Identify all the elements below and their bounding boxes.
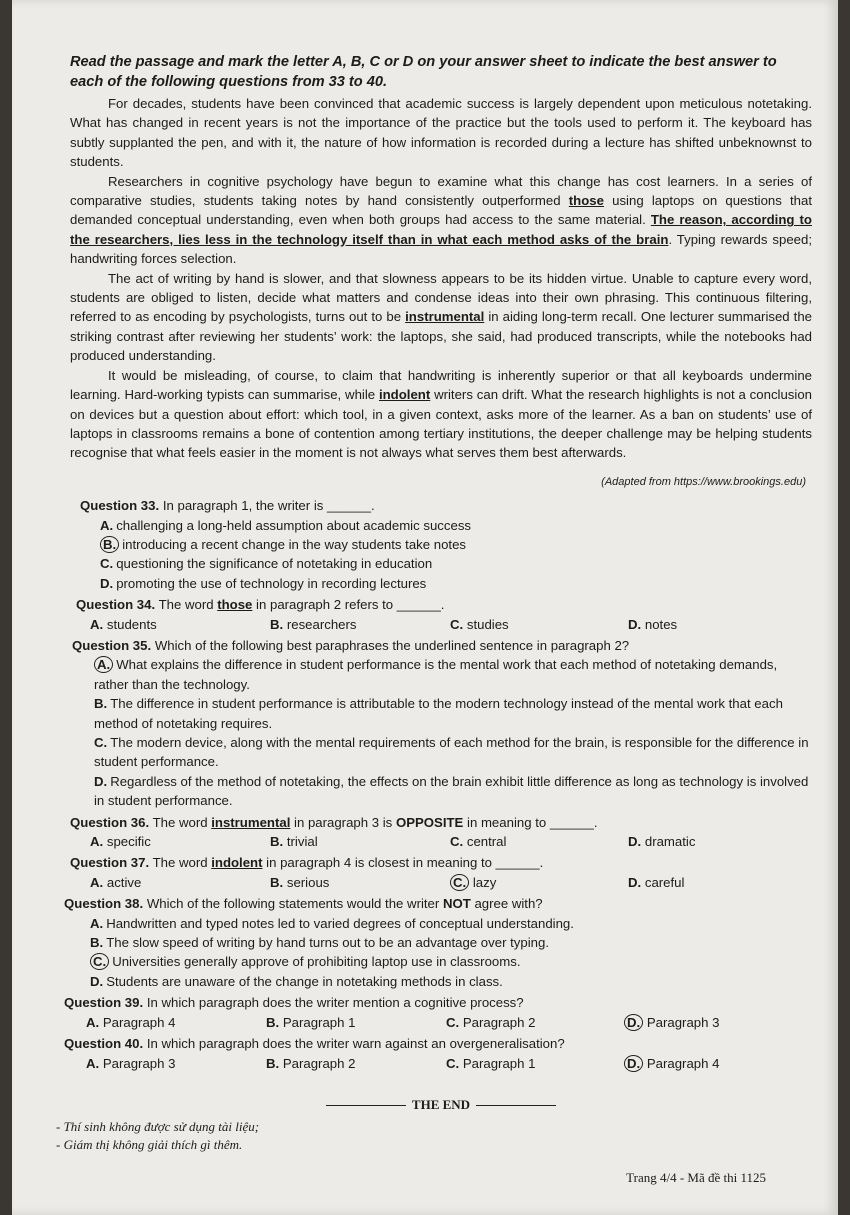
option-d[interactable] <box>628 832 808 851</box>
option-letter: A. <box>90 616 104 632</box>
question-40 <box>64 1034 812 1073</box>
option-letter: C. <box>450 874 469 891</box>
paragraph-3-text: in aiding long-term recall. One lecturer summarised the striking contrast after reviewing her students’ work: the laptops, she said, had produced transcripts, while the notebooks had produced understanding. <box>70 309 813 364</box>
option-letter: D. <box>628 834 642 850</box>
question-label: Question 33. <box>80 498 160 514</box>
option-letter: C. <box>94 735 108 750</box>
option-a[interactable] <box>94 655 812 694</box>
option-a[interactable] <box>86 1054 266 1073</box>
question-label: Question 38. <box>64 896 144 912</box>
option-text: questioning the significance of notetaking in education <box>116 556 433 572</box>
option-b[interactable] <box>270 832 450 851</box>
option-text: notes <box>644 616 678 632</box>
option-text: careful <box>644 874 685 890</box>
paragraph-2-text: using laptops on questions that demanded conceptual understanding, even when both groups had access to the same material. <box>70 193 813 228</box>
question-text: in paragraph 3 is <box>290 814 396 830</box>
option-text: studies <box>466 616 509 632</box>
option-text: lazy <box>472 874 497 890</box>
option-text: Paragraph 1 <box>462 1055 536 1071</box>
option-a[interactable] <box>100 516 812 535</box>
option-letter: B. <box>100 536 119 553</box>
option-text: The modern device, along with the mental requirements of each method for the brain, is responsible for the difference in student performance. <box>94 735 809 770</box>
option-a[interactable] <box>86 1013 266 1032</box>
option-b[interactable] <box>266 1054 446 1073</box>
option-d[interactable] <box>628 615 808 634</box>
paragraph-2 <box>70 172 812 269</box>
option-b[interactable] <box>90 933 812 952</box>
the-end-text: THE END <box>411 1096 471 1112</box>
option-d[interactable] <box>94 772 812 811</box>
the-end-marker <box>70 1095 812 1114</box>
option-text: Paragraph 4 <box>646 1055 720 1071</box>
question-emphasis: OPPOSITE <box>395 814 464 830</box>
question-keyword: indolent <box>211 855 263 871</box>
option-letter: A. <box>94 656 113 673</box>
option-letter: B. <box>270 616 284 632</box>
question-keyword: instrumental <box>211 814 291 830</box>
option-letter: D. <box>628 616 642 632</box>
option-text: introducing a recent change in the way students take notes <box>122 536 467 552</box>
question-label: Question 40. <box>64 1036 144 1052</box>
question-text: In which paragraph does the writer mention a cognitive process? <box>143 995 524 1011</box>
option-letter: C. <box>90 953 109 970</box>
paragraph-4 <box>70 366 812 463</box>
question-text: The word <box>155 597 218 613</box>
option-letter: D. <box>628 874 642 890</box>
question-text: The word <box>149 814 212 830</box>
option-c[interactable] <box>90 952 812 971</box>
option-letter: D. <box>624 1055 643 1072</box>
option-text: What explains the difference in student performance is the mental work that each method of notetaking demands, rather than the technology. <box>94 657 778 692</box>
question-label: Question 39. <box>64 995 144 1011</box>
option-letter: A. <box>86 1014 100 1030</box>
underlined-sentence: The reason, according to the researchers, lies less in the technology itself than in what each method asks of the brain <box>70 212 812 247</box>
option-letter: B. <box>266 1014 280 1030</box>
option-a[interactable] <box>90 873 270 892</box>
option-text: trivial <box>286 834 318 850</box>
question-emphasis: NOT <box>442 896 471 912</box>
option-letter: A. <box>90 874 104 890</box>
option-text: dramatic <box>644 834 696 850</box>
option-text: central <box>466 834 507 850</box>
question-text: agree with? <box>470 896 543 912</box>
question-36 <box>70 813 812 852</box>
paragraph-3-text: The act of writing by hand is slower, and that slowness appears to be its hidden virtue. Unable to capture every word, students are obliged to listen, decide what matters and condense ideas into their own phrasing. This continuous filtering, referred to as encoding by psychologists, turns out to be <box>70 270 812 325</box>
option-letter: A. <box>90 915 104 931</box>
paragraph-2-text: . Typing rewards speed; handwriting forces selection. <box>70 231 812 267</box>
note-line: - Thí sinh không được sử dụng tài liệu; <box>56 1119 260 1135</box>
question-35 <box>70 636 812 811</box>
option-letter: D. <box>90 973 104 989</box>
option-text: Paragraph 2 <box>462 1014 536 1030</box>
source-citation: (Adapted from https://www.brookings.edu) <box>601 475 806 488</box>
question-text: In which paragraph does the writer warn against an overgeneralisation? <box>143 1036 565 1052</box>
option-text: serious <box>286 874 330 890</box>
keyword-those: those <box>568 193 604 209</box>
option-text: Paragraph 3 <box>646 1014 720 1030</box>
question-34 <box>70 595 812 634</box>
keyword-instrumental: instrumental <box>405 309 485 325</box>
paragraph-4-text: writers can drift. What the research highlights is not a conclusion on devices but a question about effort: which tool, in a given context, asks more of the learner. As a ban on students’ use of laptops in classrooms remains a bone of contention among tertiary institutions, the deeper challenge may be helping students recognise that what feels easier in the moment is not always what serves them best afterwards. <box>70 387 812 461</box>
question-37 <box>70 853 812 892</box>
question-text: The word <box>149 855 212 871</box>
exam-page <box>12 0 838 1215</box>
option-b[interactable] <box>266 1013 446 1032</box>
option-letter: D. <box>100 575 114 591</box>
question-39 <box>64 993 812 1032</box>
option-c[interactable] <box>94 733 812 772</box>
question-label: Question 37. <box>70 855 150 871</box>
option-text: Regardless of the method of notetaking, the effects on the brain exhibit little difference as long as technology is involved in student performance. <box>94 773 809 809</box>
option-d[interactable] <box>628 873 808 892</box>
option-letter: C. <box>100 556 114 572</box>
question-text: Which of the following best paraphrases the underlined sentence in paragraph 2? <box>151 637 630 653</box>
option-text: Paragraph 1 <box>282 1014 356 1030</box>
option-letter: B. <box>90 935 104 951</box>
question-text: in paragraph 2 refers to ______. <box>252 597 445 613</box>
note-line: - Giám thị không giải thích gì thêm. <box>56 1137 243 1153</box>
option-c[interactable] <box>100 554 812 573</box>
option-letter: C. <box>446 1055 460 1071</box>
question-text: In paragraph 1, the writer is ______. <box>159 498 375 514</box>
option-text: specific <box>106 834 151 850</box>
option-letter: B. <box>270 874 284 890</box>
question-text: Which of the following statements would the writer <box>143 896 443 912</box>
option-a[interactable] <box>90 914 812 933</box>
option-letter: B. <box>94 696 108 712</box>
keyword-indolent: indolent <box>378 387 431 403</box>
option-text: promoting the use of technology in recording lectures <box>116 575 427 591</box>
question-keyword: those <box>217 597 253 613</box>
option-d[interactable] <box>624 1054 804 1073</box>
option-text: researchers <box>286 616 357 632</box>
option-b[interactable] <box>270 873 450 892</box>
option-letter: D. <box>624 1014 643 1031</box>
option-c[interactable] <box>446 1013 624 1032</box>
option-text: Universities generally approve of prohibiting laptop use in classrooms. <box>112 954 521 970</box>
option-c[interactable] <box>446 1054 624 1073</box>
option-text: Paragraph 4 <box>102 1014 176 1030</box>
option-text: active <box>106 874 142 890</box>
exam-content <box>56 52 813 1154</box>
option-b[interactable] <box>94 694 812 733</box>
option-letter: A. <box>90 834 104 850</box>
option-text: Paragraph 3 <box>102 1055 176 1071</box>
question-text: in meaning to ______. <box>463 814 598 830</box>
section-instruction: Read the passage and mark the letter A, B, C or D on your answer sheet to indicate the best answer to each of the following questions from 33 to 40. <box>70 54 777 90</box>
option-text: The difference in student performance is attributable to the modern technology instead of the mental work that each method of notetaking requires. <box>94 696 783 731</box>
option-text: The slow speed of writing by hand turns out to be an advantage over typing. <box>106 935 549 951</box>
question-label: Question 35. <box>72 637 152 653</box>
page-footer: Trang 4/4 - Mã đề thi 1125 <box>626 1170 766 1185</box>
option-letter: C. <box>450 616 464 632</box>
option-letter: C. <box>446 1014 460 1030</box>
question-text: in paragraph 4 is closest in meaning to ______. <box>262 855 544 871</box>
option-letter: B. <box>266 1055 280 1071</box>
option-a[interactable] <box>90 615 270 634</box>
paragraph-1: For decades, students have been convinced that academic success is largely dependent upon meticulous notetaking. What has changed in recent years is not the importance of the practice but the tools used to perform it. The keyboard has subtly supplanted the pen, and with it, the nature of how information is recorded during a lecture has shifted unbeknownst to students. <box>70 96 812 170</box>
option-d[interactable] <box>100 574 812 593</box>
paragraph-2-text: Researchers in cognitive psychology have begun to examine what this change has cost learners. In a series of comparative studies, students taking notes by hand consistently outperformed <box>70 173 812 209</box>
question-label: Question 34. <box>76 597 156 613</box>
option-text: Students are unaware of the change in notetaking methods in class. <box>106 973 503 989</box>
question-33 <box>70 496 812 593</box>
option-letter: D. <box>94 773 108 789</box>
option-c[interactable] <box>450 832 628 851</box>
option-b[interactable] <box>270 615 450 634</box>
option-text: Paragraph 2 <box>282 1055 356 1071</box>
option-a[interactable] <box>90 832 270 851</box>
option-c[interactable] <box>450 615 628 634</box>
option-d[interactable] <box>624 1013 804 1032</box>
question-label: Question 36. <box>70 814 150 830</box>
divider <box>326 1105 406 1106</box>
question-38 <box>64 894 812 991</box>
option-letter: A. <box>86 1055 100 1071</box>
option-letter: B. <box>270 834 284 850</box>
divider <box>476 1105 556 1106</box>
option-letter: A. <box>100 517 114 533</box>
option-text: Handwritten and typed notes led to varied degrees of conceptual understanding. <box>106 915 574 931</box>
paragraph-4-text: It would be misleading, of course, to claim that handwriting is inherently superior or that all keyboards undermine learning. Hard-working typists can summarise, while <box>70 367 812 403</box>
option-text: students <box>106 616 157 632</box>
option-c[interactable] <box>450 873 628 892</box>
option-d[interactable] <box>90 972 812 991</box>
option-letter: C. <box>450 834 464 850</box>
option-b[interactable] <box>100 535 812 554</box>
paragraph-3 <box>70 269 812 366</box>
exam-notes <box>56 1118 812 1154</box>
option-text: challenging a long-held assumption about academic success <box>116 517 472 533</box>
